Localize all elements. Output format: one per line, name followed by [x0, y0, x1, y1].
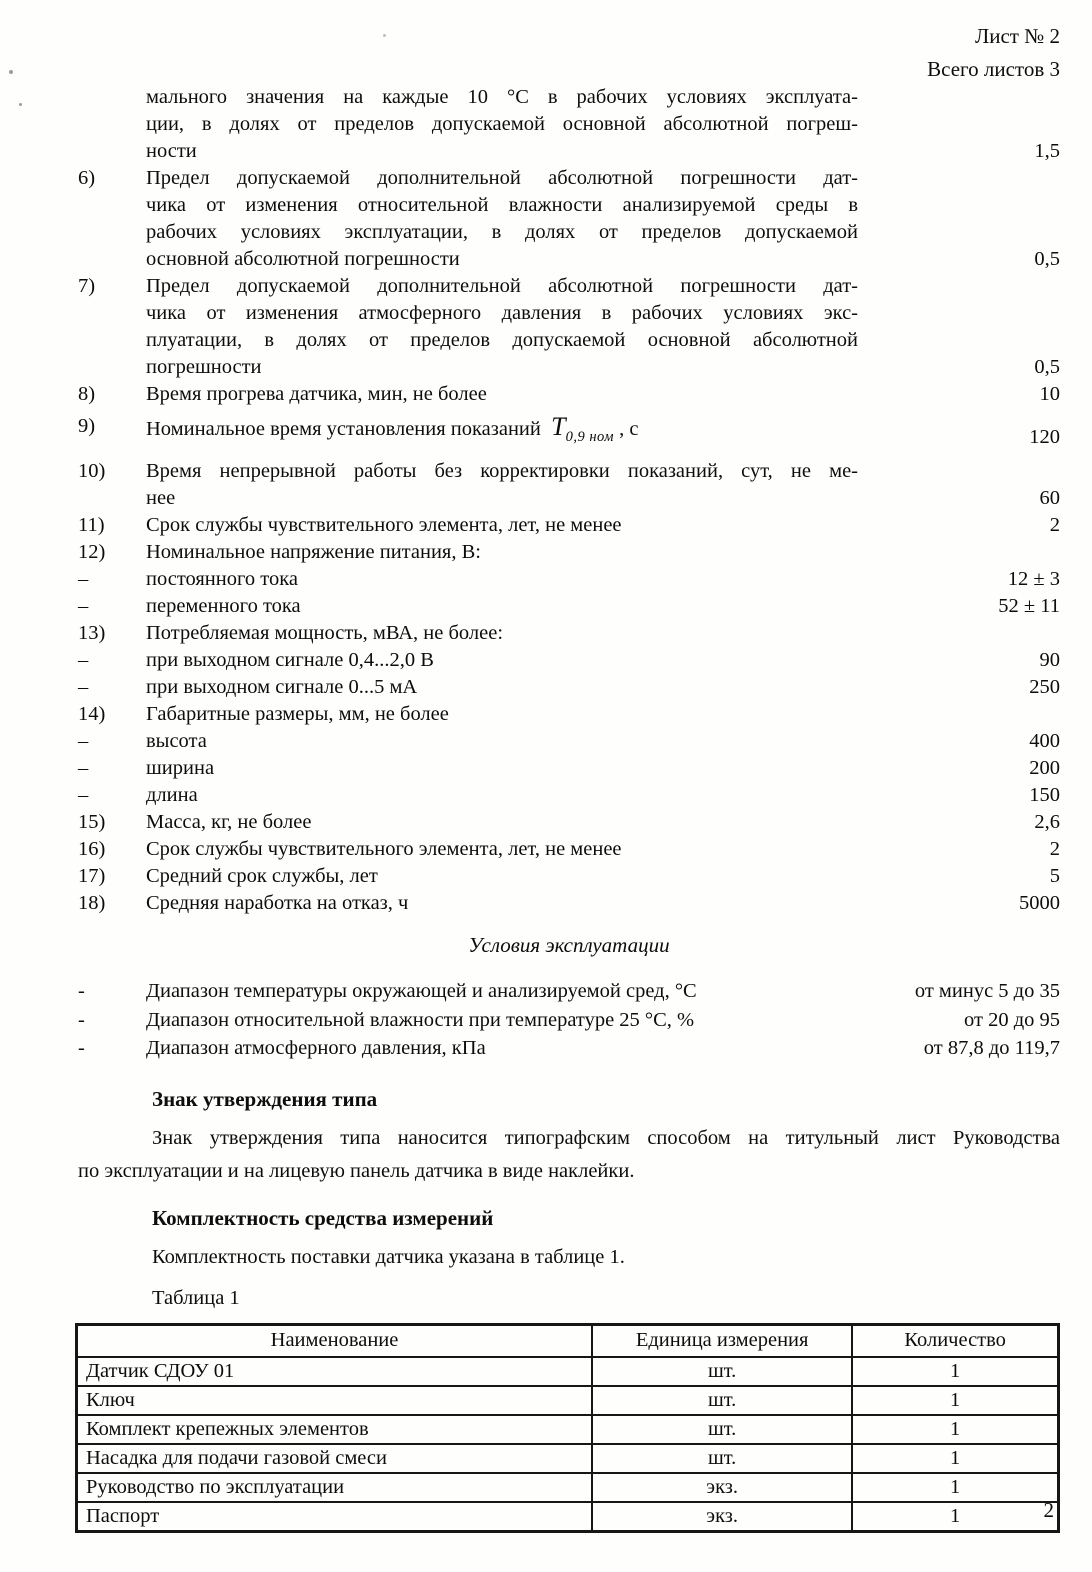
spec-item-number: 9) — [78, 415, 96, 437]
spec-item-value: 5000 — [1019, 892, 1060, 914]
dash-bullet: – — [78, 568, 89, 590]
cell-unit: экз. — [592, 1502, 852, 1532]
spec-item-number: 14) — [78, 703, 106, 725]
dash-bullet: – — [78, 676, 89, 698]
spec-item-number: 8) — [78, 383, 96, 405]
spec-subitem-dc-voltage — [78, 566, 1060, 593]
spec-item-16 — [78, 836, 1060, 863]
spec-item-7 — [78, 273, 1060, 381]
cell-quantity: 1 — [852, 1502, 1058, 1532]
spec-item-text: Срок службы чувствительного элемента, лет, не менее — [146, 514, 622, 536]
cell-name: Датчик СДОУ 01 — [77, 1357, 593, 1386]
kit-table — [75, 1323, 1060, 1534]
type-approval-paragraph: Знак утверждения типа наносится типографским способом на титульный лист Руководства по эксплуатации и на лицевую панель датчика в виде наклейки. — [78, 1126, 1060, 1182]
spec-item-number: 16) — [78, 838, 106, 860]
table-row — [77, 1357, 1059, 1386]
dash-bullet: - — [78, 980, 85, 1002]
spec-item-5-continuation — [78, 84, 1060, 165]
spec-subitem-height — [78, 728, 1060, 755]
sheet-header — [927, 20, 1060, 86]
spec-item-value: 90 — [1039, 649, 1060, 671]
spec-item-text: Масса, кг, не более — [146, 811, 312, 833]
spec-item-number: 17) — [78, 865, 106, 887]
cell-quantity: 1 — [852, 1473, 1058, 1502]
cell-name: Насадка для подачи газовой смеси — [77, 1444, 593, 1473]
spec-item-value: 2 — [1049, 838, 1060, 860]
cell-name: Руководство по эксплуатации — [77, 1473, 593, 1502]
spec-item-11 — [78, 512, 1060, 539]
sheet-number-label: Лист № 2 — [974, 24, 1060, 48]
spec-item-text: Срок службы чувствительного элемента, лет, не менее — [146, 838, 622, 860]
table-row — [77, 1415, 1059, 1444]
spec-item-value: 52 ± 11 — [998, 595, 1060, 617]
dash-bullet: - — [78, 1037, 85, 1059]
spec-item-number: 18) — [78, 892, 106, 914]
spec-item-value: 0,5 — [1034, 248, 1060, 270]
spec-item-value: 5 — [1049, 865, 1060, 887]
spec-item-value: 150 — [1029, 784, 1060, 806]
dash-bullet: – — [78, 784, 89, 806]
document-content — [78, 84, 1060, 1533]
formula-symbol-T: T — [551, 412, 566, 441]
cell-name: Ключ — [77, 1386, 593, 1415]
dash-bullet: – — [78, 757, 89, 779]
spec-item-12 — [78, 539, 1060, 566]
spec-item-number: 7) — [78, 275, 96, 297]
cell-unit: экз. — [592, 1473, 852, 1502]
spec-item-text: при выходном сигнале 0...5 мА — [146, 676, 418, 698]
spec-subitem-length — [78, 782, 1060, 809]
condition-label: Диапазон атмосферного давления, кПа — [146, 1037, 486, 1059]
spec-subitem-ac-voltage — [78, 593, 1060, 620]
condition-pressure-range — [78, 1034, 1060, 1063]
cell-quantity: 1 — [852, 1444, 1058, 1473]
scan-speck — [19, 103, 22, 106]
spec-item-text: Номинальное напряжение питания, В: — [146, 541, 481, 563]
spec-item-number: 11) — [78, 514, 105, 536]
completeness-paragraph: Комплектность поставки датчика указана в таблице 1. — [152, 1245, 625, 1268]
table-row — [77, 1502, 1059, 1532]
condition-value: от 87,8 до 119,7 — [923, 1037, 1060, 1059]
spec-item-number: 6) — [78, 167, 96, 189]
cell-quantity: 1 — [852, 1415, 1058, 1444]
dash-bullet: – — [78, 649, 89, 671]
spec-item-number: 13) — [78, 622, 106, 644]
spec-subitem-width — [78, 755, 1060, 782]
spec-item-number: 15) — [78, 811, 106, 833]
spec-item-10 — [78, 458, 1060, 512]
spec-item-value: 0,5 — [1034, 356, 1060, 378]
col-header-quantity: Количество — [852, 1324, 1058, 1357]
type-approval-heading: Знак утверждения типа — [152, 1086, 378, 1111]
spec-item-text: Предел допускаемой дополнительной абсолютной погрешности дат- чика от изменения атмосферного давления в рабочих условиях экс- плуатации, в долях от пределов допускаемой основной абсолютной погрешности — [146, 275, 858, 378]
dash-bullet: – — [78, 595, 89, 617]
spec-item-17 — [78, 863, 1060, 890]
condition-temperature-range — [78, 977, 1060, 1006]
spec-item-value: 2 — [1049, 514, 1060, 536]
condition-label: Диапазон относительной влажности при температуре 25 °С, % — [146, 1008, 695, 1031]
spec-item-text: мального значения на каждые 10 °С в рабочих условиях эксплуата- ции, в долях от пределов допускаемой основной абсолютной погреш- ности — [146, 86, 858, 162]
table-row — [77, 1473, 1059, 1502]
spec-item-13 — [78, 620, 1060, 647]
cell-unit: шт. — [592, 1386, 852, 1415]
spec-item-text: Номинальное время установления показаний $T_{0,9 ном}$ , с — [146, 412, 639, 445]
completeness-heading: Комплектность средства измерений — [152, 1205, 494, 1230]
spec-item-9 — [78, 408, 1060, 458]
cell-quantity: 1 — [852, 1386, 1058, 1415]
condition-humidity-range — [78, 1006, 1060, 1035]
cell-unit: шт. — [592, 1444, 852, 1473]
spec-item-text: Средний срок службы, лет — [146, 865, 378, 887]
scan-speck — [9, 70, 13, 74]
cell-unit: шт. — [592, 1357, 852, 1386]
spec-item-text: Время прогрева датчика, мин, не более — [146, 383, 487, 405]
operating-conditions-title: Условия эксплуатации — [468, 933, 670, 957]
spec-item-value: 1,5 — [1034, 140, 1060, 162]
dash-bullet: – — [78, 730, 89, 752]
table-1-label: Таблица 1 — [152, 1286, 240, 1309]
spec-item-value: 10 — [1039, 383, 1060, 405]
cell-unit: шт. — [592, 1415, 852, 1444]
spec-item-15 — [78, 809, 1060, 836]
spec-item-14 — [78, 701, 1060, 728]
spec-item-text: длина — [146, 784, 198, 806]
spec-item-value: 60 — [1039, 487, 1060, 509]
spec-item-value: 250 — [1029, 676, 1060, 698]
spec-item-text: постоянного тока — [146, 568, 298, 590]
spec-item-value: 12 ± 3 — [1007, 568, 1060, 590]
spec-subitem-signal-voltage — [78, 647, 1060, 674]
condition-value: от минус 5 до 35 — [914, 980, 1060, 1002]
spec-item-text: ширина — [146, 757, 215, 779]
kit-table-header-row — [77, 1324, 1059, 1357]
cell-name: Комплект крепежных элементов — [77, 1415, 593, 1444]
spec-item-text: Потребляемая мощность, мВА, не более: — [146, 622, 504, 644]
spec-item-value: 2,6 — [1034, 811, 1060, 833]
total-sheets-label: Всего листов 3 — [927, 57, 1060, 81]
spec-item-text: Средняя наработка на отказ, ч — [146, 892, 409, 914]
spec-item-text: Габаритные размеры, мм, не более — [146, 703, 449, 725]
spec-item-number: 10) — [78, 460, 106, 482]
condition-label: Диапазон температуры окружающей и анализируемой сред, °С — [146, 980, 697, 1002]
condition-value: от 20 до 95 — [964, 1008, 1060, 1031]
cell-name: Паспорт — [77, 1502, 593, 1532]
spec-item-text: высота — [146, 730, 207, 752]
table-row — [77, 1444, 1059, 1473]
scan-speck — [383, 34, 386, 37]
spec-list — [78, 84, 1060, 917]
spec-item-number: 12) — [78, 541, 106, 563]
dash-bullet: - — [78, 1008, 85, 1031]
operating-conditions-list — [78, 977, 1060, 1063]
spec-item-18 — [78, 890, 1060, 917]
spec-item-value: 120 — [1029, 426, 1060, 448]
spec-item-6 — [78, 165, 1060, 273]
table-row — [77, 1386, 1059, 1415]
formula-subscript: 0,9 ном — [565, 429, 615, 445]
spec-item-value: 200 — [1029, 757, 1060, 779]
spec-subitem-signal-current — [78, 674, 1060, 701]
spec-item-text: при выходном сигнале 0,4...2,0 В — [146, 649, 434, 671]
col-header-name: Наименование — [77, 1324, 593, 1357]
spec-item-value: 400 — [1029, 730, 1060, 752]
col-header-unit: Единица измерения — [592, 1324, 852, 1357]
spec-item-text: Предел допускаемой дополнительной абсолютной погрешности дат- чика от изменения относительной влажности анализируемой среды в рабочих условиях эксплуатации, в долях от пределов допускаемой основной абсолютной погрешности — [146, 167, 858, 270]
cell-quantity: 1 — [852, 1357, 1058, 1386]
spec-item-text: переменного тока — [146, 595, 301, 617]
page-number: 2 — [1043, 1498, 1054, 1522]
spec-item-text: Время непрерывной работы без корректировки показаний, сут, не ме- нее — [146, 460, 858, 509]
spec-item-8 — [78, 381, 1060, 408]
